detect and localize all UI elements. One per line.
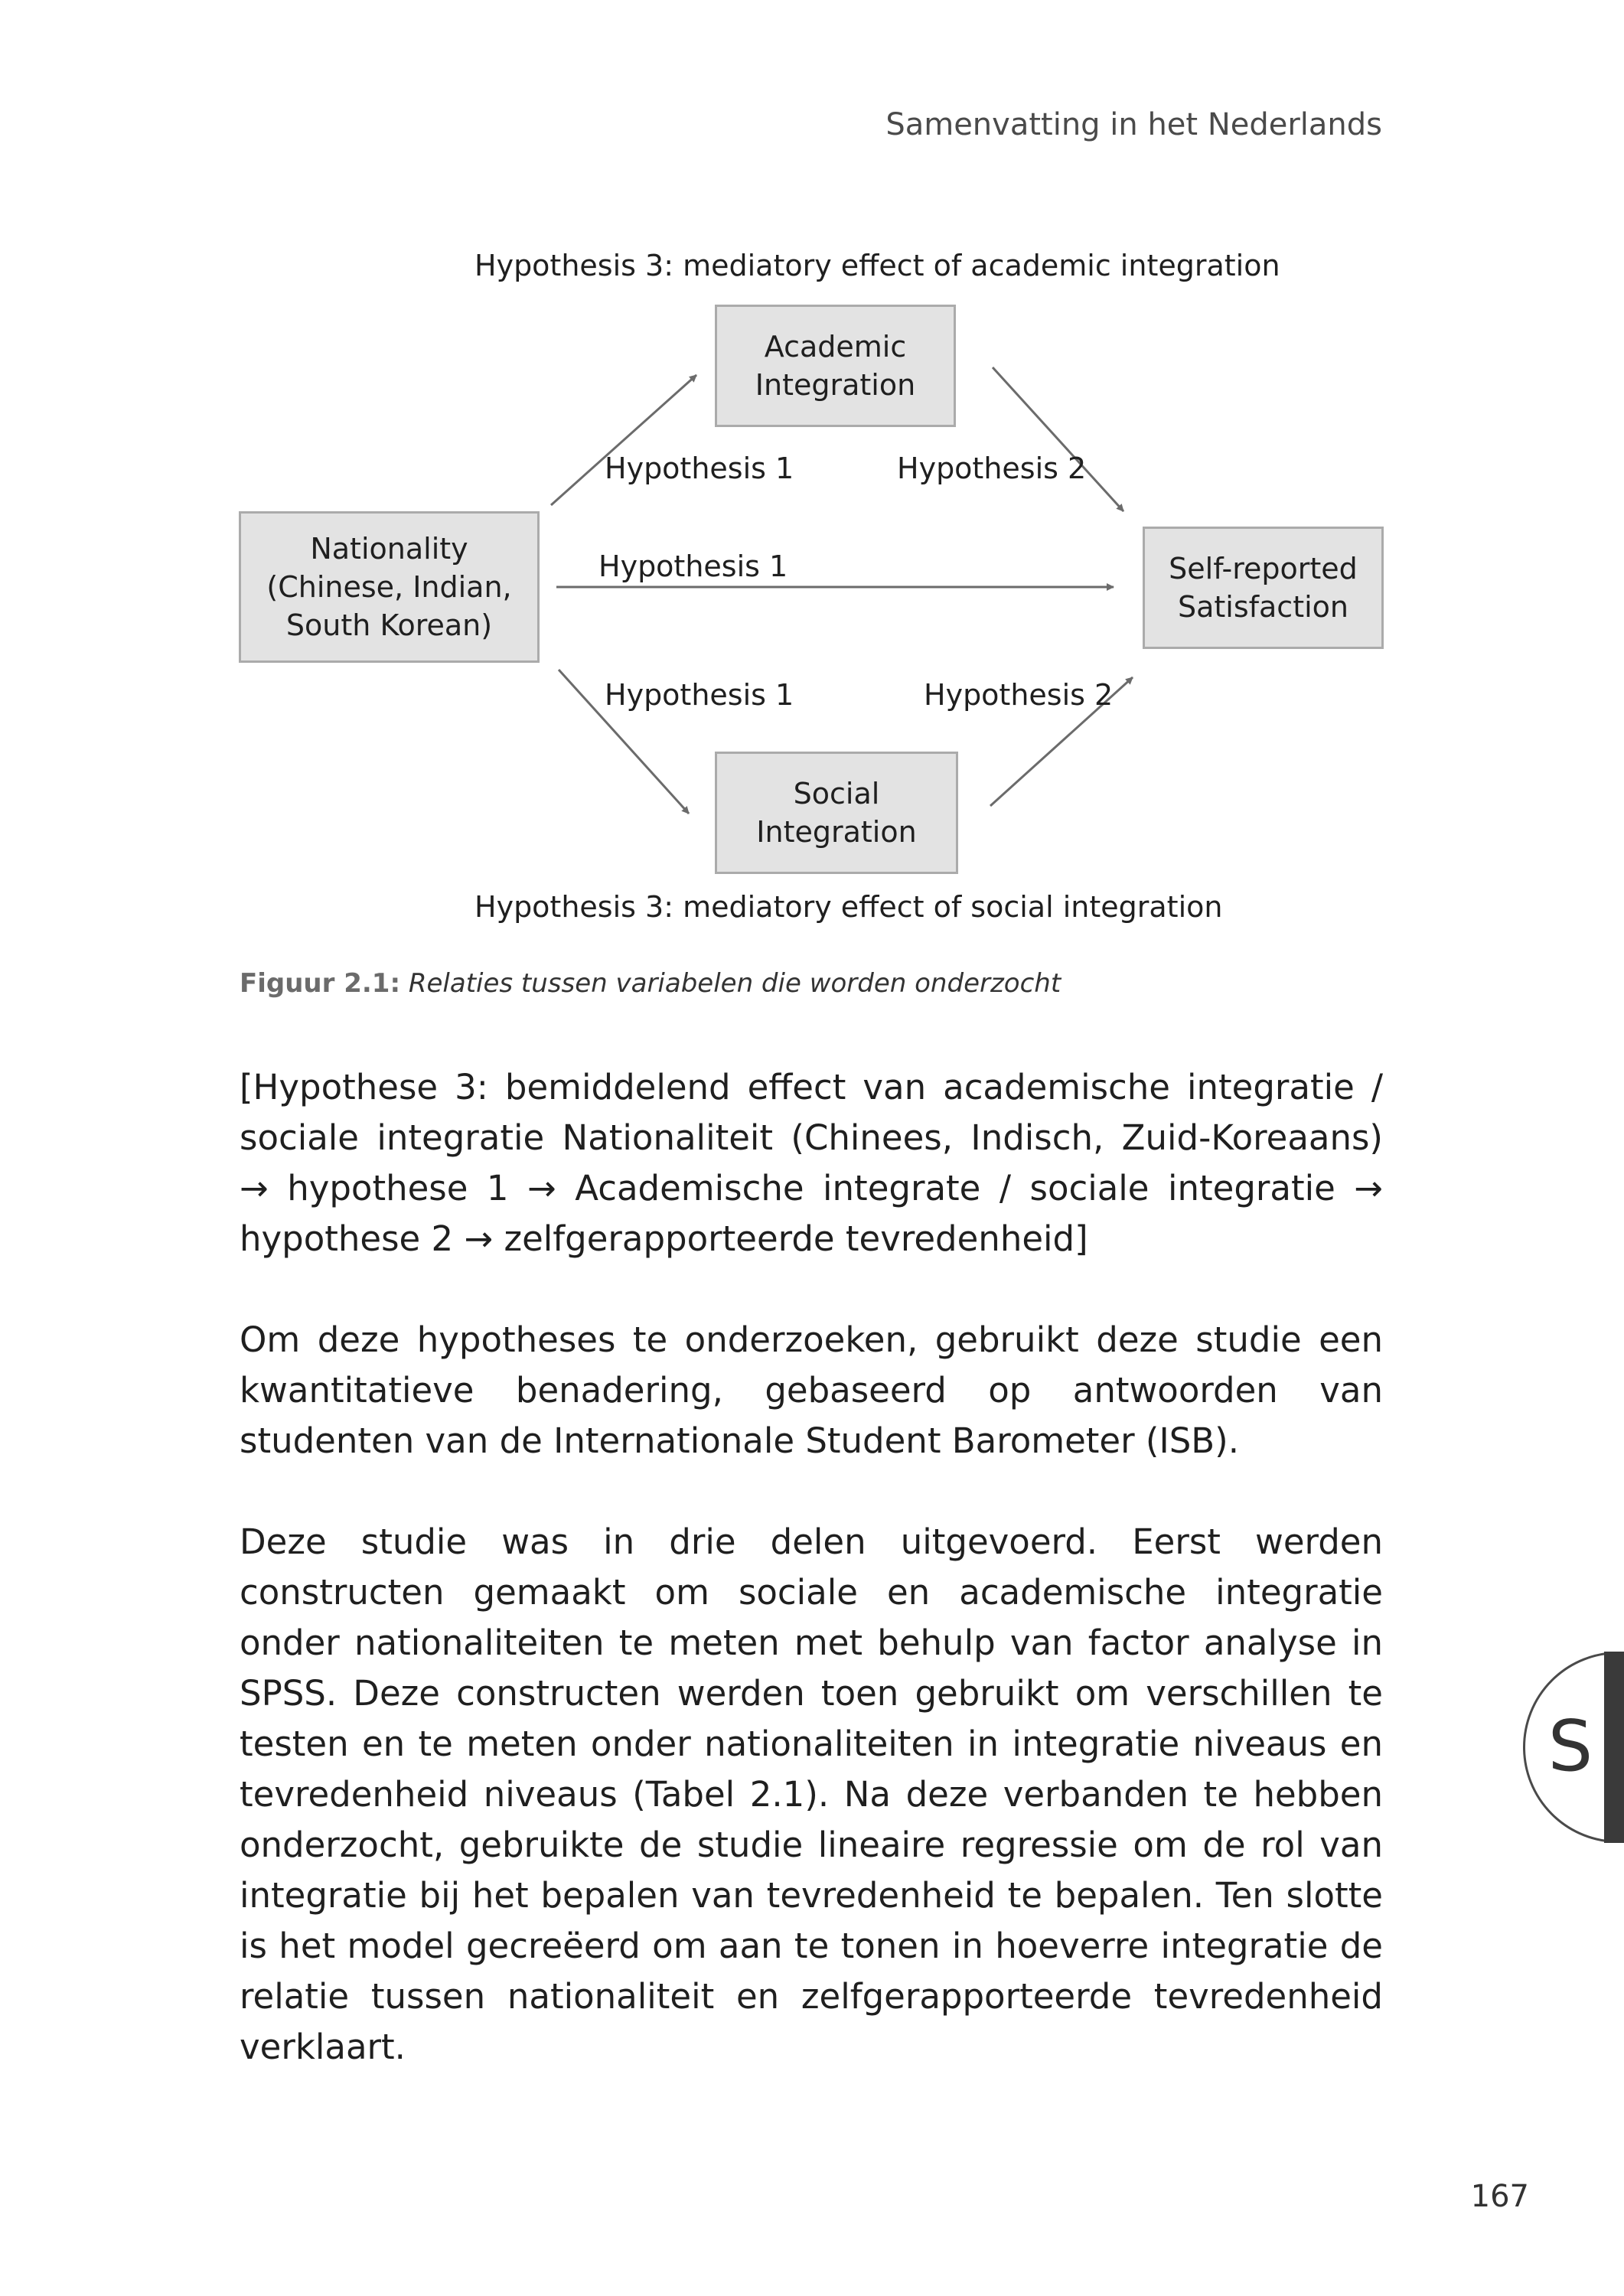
node-social-integration-label: Social Integration — [756, 777, 917, 849]
figure-caption — [240, 968, 1061, 999]
figure-title-academic-mediation: Hypothesis 3: mediatory effect of academic integration — [474, 249, 1280, 282]
node-nationality — [239, 511, 540, 663]
paragraph: Om deze hypotheses te onderzoeken, gebruikt deze studie een kwantitatieve benadering, gebaseerd op antwoorden van studenten van de Internationale Student Barometer (ISB). — [240, 1319, 1383, 1461]
edge-label-nationality-social: Hypothesis 1 — [605, 678, 794, 712]
section-tab-letter: S — [1547, 1705, 1593, 1787]
node-self-reported-satisfaction — [1143, 527, 1384, 649]
paragraph: [Hypothese 3: bemiddelend effect van academische integratie / sociale integratie Nationaliteit (Chinees, Indisch, Zuid-Koreaans) → hypothese 1 → Academische integrate / sociale integratie → hypothese 2 → zelfgerapporteerde tevredenheid] — [240, 1067, 1383, 1259]
arrow-nationality-to-academic — [551, 375, 696, 505]
paragraph: Deze studie was in drie delen uitgevoerd. Eerst werden constructen gemaakt om sociale en academische integratie onder nationaliteiten te meten met behulp van factor analyse in SPSS. Deze constructen werden toen gebruikt om verschillen te testen en te meten onder nationaliteiten in integratie niveaus en tevredenheid niveaus (Tabel 2.1). Na deze verbanden te hebben onderzocht, gebruikte de studie lineaire regressie om de rol van integratie bij het bepalen van tevredenheid te bepalen. Ten slotte is het model gecreëerd om aan te tonen in hoeverre integratie de relatie tussen nationaliteit en zelfgerapporteerde tevredenheid verklaart. — [240, 1521, 1383, 2067]
section-tab-bar — [1604, 1652, 1624, 1843]
edge-label-social-satisfaction: Hypothesis 2 — [924, 678, 1114, 712]
edge-label-nationality-academic: Hypothesis 1 — [605, 452, 794, 485]
node-academic-integration-label: Academic Integration — [755, 330, 916, 402]
edge-label-academic-satisfaction: Hypothesis 2 — [897, 452, 1087, 485]
running-header: Samenvatting in het Nederlands — [885, 107, 1382, 142]
figure-caption-label: Figuur 2.1: — [240, 968, 401, 999]
figure-caption-text: Relaties tussen variabelen die worden onderzocht — [408, 968, 1061, 999]
body-text — [240, 1062, 1383, 2123]
hypothesis-diagram — [230, 237, 1393, 949]
arrow-academic-to-satisfaction — [993, 367, 1123, 511]
node-academic-integration — [715, 305, 956, 427]
page-number: 167 — [1470, 2179, 1529, 2214]
edge-label-nationality-satisfaction: Hypothesis 1 — [598, 550, 788, 583]
node-social-integration — [715, 752, 958, 874]
node-nationality-label: Nationality (Chinese, Indian, South Korean) — [266, 532, 512, 642]
figure-title-social-mediation: Hypothesis 3: mediatory effect of social integration — [474, 890, 1223, 924]
node-satisfaction-label: Self-reported Satisfaction — [1169, 552, 1358, 624]
